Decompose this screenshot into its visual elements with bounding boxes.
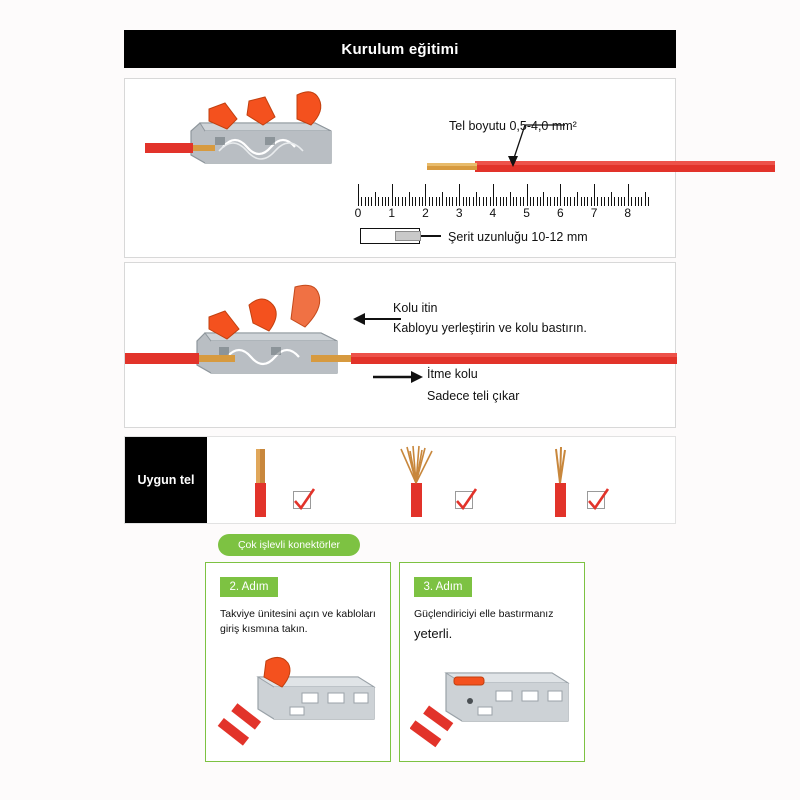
ruler-minor-tick bbox=[516, 197, 517, 206]
ruler-tick-label: 0 bbox=[354, 206, 362, 220]
ruler-minor-tick bbox=[456, 197, 457, 206]
step-3-text-emphasis bbox=[414, 625, 576, 644]
multifunction-connectors-pill-text: Çok işlevli konektörler bbox=[237, 539, 341, 551]
ruler-minor-tick bbox=[540, 197, 541, 206]
ruler-minor-tick bbox=[597, 197, 598, 206]
ruler-minor-tick bbox=[432, 197, 433, 206]
wire-twisted-icon bbox=[541, 443, 581, 519]
step-2-tag-text: 2. Adım bbox=[229, 581, 269, 593]
ruler-minor-tick bbox=[490, 197, 491, 206]
connector-illustration-1 bbox=[145, 87, 385, 197]
step-card-2 bbox=[205, 562, 391, 762]
ruler-minor-tick bbox=[611, 192, 612, 206]
strip-length-label bbox=[448, 230, 588, 244]
ruler-minor-tick bbox=[439, 197, 440, 206]
ruler-minor-tick bbox=[382, 197, 383, 206]
ruler-minor-tick bbox=[500, 197, 501, 206]
ruler-minor-tick bbox=[473, 197, 474, 206]
step-card-3 bbox=[399, 562, 585, 762]
ruler-minor-tick bbox=[604, 197, 605, 206]
remove-wire-label-text: Sadece teli çıkar bbox=[427, 389, 520, 403]
multifunction-connectors-pill bbox=[218, 534, 360, 556]
ruler-minor-tick bbox=[624, 197, 625, 206]
ruler-minor-tick bbox=[510, 192, 511, 206]
connector-illustration-step3 bbox=[410, 649, 580, 759]
ruler-minor-tick bbox=[409, 192, 410, 206]
ruler-minor-tick bbox=[621, 197, 622, 206]
ruler-minor-tick bbox=[469, 197, 470, 206]
suitable-wire-label bbox=[125, 437, 207, 523]
ruler-major-tick bbox=[358, 184, 359, 206]
page-title-text: Kurulum eğitimi bbox=[341, 40, 459, 58]
ruler-minor-tick bbox=[402, 197, 403, 206]
connector-illustration-step2 bbox=[216, 649, 386, 759]
ruler-minor-tick bbox=[395, 197, 396, 206]
ruler-minor-tick bbox=[591, 197, 592, 206]
ruler-tick-label: 6 bbox=[556, 206, 564, 220]
ruler-minor-tick bbox=[486, 197, 487, 206]
ruler-minor-tick bbox=[412, 197, 413, 206]
ruler-major-tick bbox=[459, 184, 460, 206]
ruler-minor-tick bbox=[476, 192, 477, 206]
ruler-minor-tick bbox=[449, 197, 450, 206]
ruler-minor-tick bbox=[506, 197, 507, 206]
ruler-minor-tick bbox=[375, 192, 376, 206]
ruler-minor-tick bbox=[577, 192, 578, 206]
step-3-tag-text: 3. Adım bbox=[423, 581, 463, 593]
strip-length-label-text: Şerit uzunluğu 10-12 mm bbox=[448, 230, 588, 244]
ruler-minor-tick bbox=[581, 197, 582, 206]
ruler-minor-tick bbox=[645, 192, 646, 206]
ruler-tick-label: 7 bbox=[590, 206, 598, 220]
ruler-minor-tick bbox=[496, 197, 497, 206]
step-2-tag bbox=[220, 577, 278, 597]
ruler-minor-tick bbox=[523, 197, 524, 206]
ruler-minor-tick bbox=[513, 197, 514, 206]
ruler-minor-tick bbox=[574, 197, 575, 206]
ruler-minor-tick bbox=[608, 197, 609, 206]
ruler-minor-tick bbox=[567, 197, 568, 206]
wire-solid-icon bbox=[241, 443, 281, 519]
ruler-minor-tick bbox=[378, 197, 379, 206]
ruler-minor-tick bbox=[641, 197, 642, 206]
ruler-major-tick bbox=[425, 184, 426, 206]
insert-cable-label-text: Kabloyu yerleştirin ve kolu bastırın. bbox=[393, 321, 587, 335]
ruler-minor-tick bbox=[442, 192, 443, 206]
ruler-minor-tick bbox=[547, 197, 548, 206]
ruler-minor-tick bbox=[520, 197, 521, 206]
suitable-wire-label-text: Uygun tel bbox=[137, 473, 195, 487]
panel-insert-cable bbox=[124, 262, 676, 428]
ruler-major-tick bbox=[594, 184, 595, 206]
ruler-minor-tick bbox=[479, 197, 480, 206]
ruler-minor-tick bbox=[446, 197, 447, 206]
wire-stranded-check bbox=[455, 491, 473, 509]
ruler-minor-tick bbox=[587, 197, 588, 206]
ruler-minor-tick bbox=[530, 197, 531, 206]
insert-cable-label bbox=[393, 321, 587, 335]
ruler-tick-label: 1 bbox=[388, 206, 396, 220]
ruler-minor-tick bbox=[601, 197, 602, 206]
push-lever-label-2 bbox=[427, 367, 478, 381]
wire-size-label bbox=[449, 119, 577, 133]
ruler-minor-tick bbox=[463, 197, 464, 206]
strip-length-inner bbox=[395, 231, 421, 241]
ruler-minor-tick bbox=[635, 197, 636, 206]
ruler-minor-tick bbox=[557, 197, 558, 206]
ruler-minor-tick bbox=[554, 197, 555, 206]
ruler-tick-label: 3 bbox=[455, 206, 463, 220]
ruler-minor-tick bbox=[452, 197, 453, 206]
ruler-minor-tick bbox=[365, 197, 366, 206]
ruler-minor-tick bbox=[422, 197, 423, 206]
ruler-minor-tick bbox=[648, 197, 649, 206]
step-3-tag bbox=[414, 577, 472, 597]
ruler-minor-tick bbox=[564, 197, 565, 206]
ruler-minor-tick bbox=[618, 197, 619, 206]
ruler-tick-label: 5 bbox=[523, 206, 530, 220]
step-2-text-content: Takviye ünitesini açın ve kabloları giriş kısmına takın. bbox=[220, 608, 376, 636]
wire-stranded-icon bbox=[389, 443, 445, 519]
ruler-minor-tick bbox=[371, 197, 372, 206]
ruler-numbers bbox=[354, 206, 648, 222]
connector-illustration-2 bbox=[145, 281, 395, 401]
remove-wire-label bbox=[427, 389, 519, 403]
wire-size-label-text: Tel boyutu 0,5-4,0 mm² bbox=[449, 119, 577, 133]
ruler-minor-tick bbox=[429, 197, 430, 206]
ruler-minor-tick bbox=[631, 197, 632, 206]
ruler-major-tick bbox=[392, 184, 393, 206]
ruler-minor-tick bbox=[361, 197, 362, 206]
ruler-minor-tick bbox=[368, 197, 369, 206]
push-lever-label-text: Kolu itin bbox=[393, 301, 438, 315]
ruler-major-tick bbox=[628, 184, 629, 206]
push-lever-label bbox=[393, 301, 437, 315]
ruler-minor-tick bbox=[483, 197, 484, 206]
ruler-minor-tick bbox=[543, 192, 544, 206]
ruler-minor-tick bbox=[550, 197, 551, 206]
ruler-minor-tick bbox=[570, 197, 571, 206]
page-title bbox=[124, 30, 676, 68]
ruler-tick-label: 8 bbox=[624, 206, 632, 220]
step-3-text-emphasis-content: yeterli. bbox=[414, 626, 453, 641]
suitable-wire-bar bbox=[124, 436, 676, 524]
ruler-minor-tick bbox=[533, 197, 534, 206]
step-3-text-content: Güçlendiriciyi elle bastırmanız bbox=[414, 608, 554, 620]
ruler-major-tick bbox=[560, 184, 561, 206]
ruler-minor-tick bbox=[419, 197, 420, 206]
ruler-minor-tick bbox=[415, 197, 416, 206]
ruler-minor-tick bbox=[503, 197, 504, 206]
ruler-major-tick bbox=[527, 184, 528, 206]
ruler-tick-label: 2 bbox=[422, 206, 429, 220]
ruler bbox=[358, 176, 648, 206]
ruler-tick-label: 4 bbox=[489, 206, 497, 220]
ruler-minor-tick bbox=[388, 197, 389, 206]
ruler-minor-tick bbox=[584, 197, 585, 206]
ruler-minor-tick bbox=[405, 197, 406, 206]
ruler-major-tick bbox=[493, 184, 494, 206]
ruler-minor-tick bbox=[385, 197, 386, 206]
wire-twisted-check bbox=[587, 491, 605, 509]
step-3-text bbox=[414, 607, 576, 622]
step-2-text bbox=[220, 607, 382, 637]
push-lever-label-2-text: İtme kolu bbox=[427, 367, 478, 381]
ruler-minor-tick bbox=[614, 197, 615, 206]
ruler-minor-tick bbox=[466, 197, 467, 206]
strip-length-wire bbox=[421, 235, 441, 237]
ruler-minor-tick bbox=[638, 197, 639, 206]
wire-solid-check bbox=[293, 491, 311, 509]
ruler-minor-tick bbox=[398, 197, 399, 206]
ruler-minor-tick bbox=[537, 197, 538, 206]
ruler-minor-tick bbox=[436, 197, 437, 206]
